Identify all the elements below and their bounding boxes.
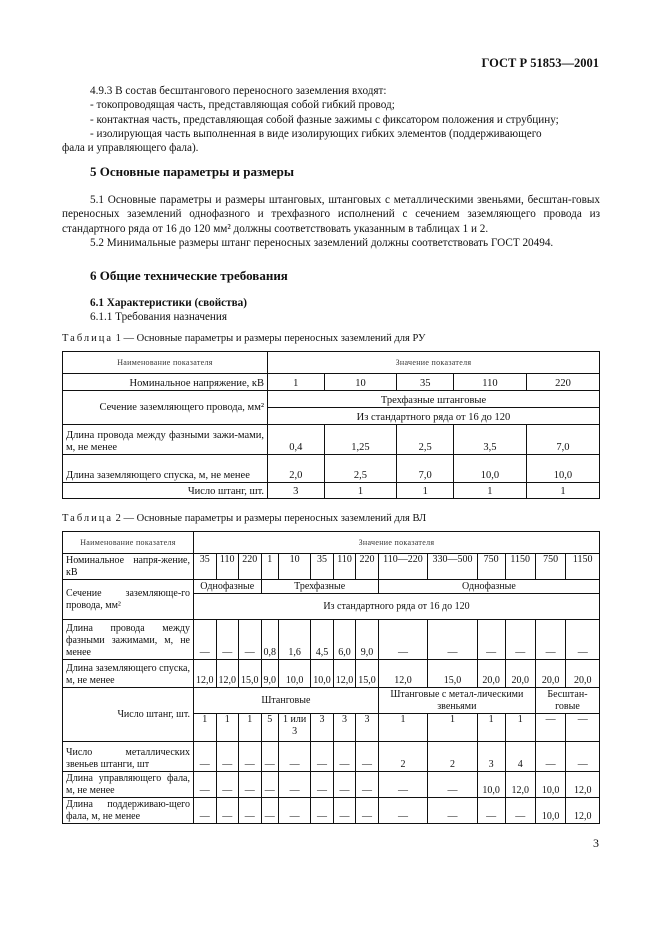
group-label: Трехфазные <box>261 580 378 594</box>
table-cell: 12,0 <box>566 772 600 798</box>
table-cell: — <box>356 772 379 798</box>
table-cell: Трехфазные штанговые <box>268 391 600 408</box>
table-cell: — <box>194 772 217 798</box>
table-cell: 1 <box>239 714 262 742</box>
caption-word: Таблица <box>62 513 114 524</box>
table-cell: 1,6 <box>279 620 311 660</box>
table-cell: 12,0 <box>505 772 535 798</box>
table-cell: 1 <box>477 714 505 742</box>
table-cell: — <box>356 798 379 824</box>
table-cell: — <box>428 772 478 798</box>
clause-5-2: 5.2 Минимальные размеры штанг переносных заземлений должны соответствовать ГОСТ 20494. <box>90 237 554 249</box>
table-cell: 750 <box>535 554 566 580</box>
table-1-caption <box>62 333 425 344</box>
table-1-header-name: Наименование показателя <box>63 352 268 374</box>
table-cell: 1 <box>268 374 325 391</box>
table-cell: 220 <box>356 554 379 580</box>
table-cell: — <box>378 772 427 798</box>
table-cell: 15,0 <box>239 660 262 688</box>
subsection-6-1: 6.1 Характеристики (свойства) <box>90 297 247 309</box>
table-cell: 10,0 <box>535 798 566 824</box>
table-cell: 330—500 <box>428 554 478 580</box>
table-cell: 1 <box>216 714 239 742</box>
section-5-title: 5 Основные параметры и размеры <box>90 164 295 179</box>
table-cell: — <box>566 620 600 660</box>
table-cell: 20,0 <box>566 660 600 688</box>
table-cell: 0,4 <box>268 425 325 455</box>
table-cell: 7,0 <box>397 455 454 483</box>
table-cell: 10,0 <box>535 772 566 798</box>
row-label: Число металлических звеньев штанги, шт <box>63 742 194 772</box>
table-cell: — <box>535 742 566 772</box>
caption-text: 2 — Основные параметры и размеры переносных заземлений для ВЛ <box>115 513 427 524</box>
table-cell: — <box>279 798 311 824</box>
table-cell: — <box>333 772 356 798</box>
table-cell: 3 <box>268 483 325 499</box>
table-cell: 12,0 <box>566 798 600 824</box>
table-cell: — <box>566 742 600 772</box>
table-cell: 2 <box>378 742 427 772</box>
table-cell: — <box>261 798 279 824</box>
table-cell: — <box>239 772 262 798</box>
row-label: Сечение заземляюще-го провода, мм² <box>63 580 194 620</box>
table-cell: 1 <box>261 554 279 580</box>
table-cell: 2,5 <box>397 425 454 455</box>
table-2-header-name: Наименование показателя <box>63 532 194 554</box>
caption-word: Таблица <box>62 333 114 344</box>
table-cell: — <box>311 798 334 824</box>
table-cell: 7,0 <box>526 425 599 455</box>
section-6-title: 6 Общие технические требования <box>90 268 288 283</box>
table-cell: 1 <box>428 714 478 742</box>
table-cell: — <box>428 620 478 660</box>
group-label: Однофазные <box>378 580 599 594</box>
table-cell: — <box>535 714 566 742</box>
table-cell: — <box>311 772 334 798</box>
list-item-cont: фала и управляющего фала). <box>62 142 199 155</box>
row-label: Номинальное напряжение, кВ <box>63 374 268 391</box>
row-label: Сечение заземляющего провода, мм² <box>63 391 268 425</box>
table-cell: 10,0 <box>453 455 526 483</box>
table-cell: 2 <box>428 742 478 772</box>
table-cell: 12,0 <box>333 660 356 688</box>
row-label: Длина заземляющего спуска, м, не менее <box>63 660 194 688</box>
table-cell: Из стандартного ряда от 16 до 120 <box>268 408 600 425</box>
table-cell: — <box>239 798 262 824</box>
table-2-caption <box>62 513 426 524</box>
table-cell: 1150 <box>566 554 600 580</box>
table-cell: 3,5 <box>453 425 526 455</box>
row-label: Число штанг, шт. <box>63 483 268 499</box>
table-cell: 110—220 <box>378 554 427 580</box>
table-cell: — <box>356 742 379 772</box>
table-cell: 1 <box>526 483 599 499</box>
table-cell: 10 <box>324 374 397 391</box>
page-number: 3 <box>593 836 599 850</box>
list-item: - изолирующая часть выполненная в виде изолирующих гибких элементов (поддерживающего <box>90 127 542 140</box>
table-cell: 3 <box>311 714 334 742</box>
table-cell: — <box>239 742 262 772</box>
table-cell: — <box>279 772 311 798</box>
table-cell: — <box>216 620 239 660</box>
table-cell: — <box>279 742 311 772</box>
table-cell: 3 <box>333 714 356 742</box>
table-cell: 12,0 <box>216 660 239 688</box>
group-label: Однофазные <box>194 580 262 594</box>
group-label: Штанговые с метал-лическими звеньями <box>378 688 535 714</box>
table-cell: 2,5 <box>324 455 397 483</box>
table-cell: 4,5 <box>311 620 334 660</box>
row-label: Длина управляющего фала, м, не менее <box>63 772 194 798</box>
table-cell: 20,0 <box>535 660 566 688</box>
table-cell: 9,0 <box>356 620 379 660</box>
table-cell: 220 <box>239 554 262 580</box>
table-cell: 2,0 <box>268 455 325 483</box>
table-cell: 35 <box>397 374 454 391</box>
table-cell: 20,0 <box>505 660 535 688</box>
table-cell: — <box>566 714 600 742</box>
table-cell: 10,0 <box>311 660 334 688</box>
clause-4-9-3: 4.9.3 В состав бесштангового переносного заземления входят: <box>90 85 387 97</box>
table-cell: 1150 <box>505 554 535 580</box>
table-cell: 10 <box>279 554 311 580</box>
table-cell: 3 <box>477 742 505 772</box>
table-cell: — <box>216 742 239 772</box>
table-cell: — <box>194 798 217 824</box>
table-cell: 12,0 <box>194 660 217 688</box>
table-cell: 220 <box>526 374 599 391</box>
caption-text: 1 — Основные параметры и размеры переносных заземлений для РУ <box>115 333 426 344</box>
table-1-header-value: Значение показателя <box>268 352 600 374</box>
table-cell: 20,0 <box>477 660 505 688</box>
table-cell: — <box>333 742 356 772</box>
table-cell: 10,0 <box>526 455 599 483</box>
table-cell: 6,0 <box>333 620 356 660</box>
table-cell: — <box>505 620 535 660</box>
table-cell: — <box>333 798 356 824</box>
table-2-header-value: Значение показателя <box>194 532 600 554</box>
table-cell: 1 <box>378 714 427 742</box>
table-cell: 3 <box>356 714 379 742</box>
table-cell: — <box>194 742 217 772</box>
table-cell: — <box>194 620 217 660</box>
clause-5-1: 5.1 Основные параметры и размеры штанговых, штанговых с металлическими звеньями, бесштан-говых переносных заземлений однофазного и трехфазного исполнений с сечением заземляющего провода из стандартного ряда от 16 до 120 мм² должны соответствовать указанным в таблицах 1 и 2. <box>62 194 600 235</box>
table-2 <box>62 531 600 824</box>
list-item: - токопроводящая часть, представляющая собой гибкий провод; <box>90 99 395 112</box>
table-cell: — <box>535 620 566 660</box>
table-cell: — <box>505 798 535 824</box>
table-cell: — <box>477 798 505 824</box>
row-label: Длина провода между фазными зажимами, м, не менее <box>63 620 194 660</box>
table-cell: 110 <box>453 374 526 391</box>
table-cell: 35 <box>311 554 334 580</box>
table-cell: 10,0 <box>477 772 505 798</box>
row-label: Номинальное напря-жение, кВ <box>63 554 194 580</box>
table-cell: — <box>378 798 427 824</box>
table-cell: — <box>216 798 239 824</box>
row-label: Длина провода между фазными зажи-мами, м, не менее <box>63 425 268 455</box>
table-cell: 12,0 <box>378 660 427 688</box>
table-cell: 1 <box>453 483 526 499</box>
table-cell: — <box>311 742 334 772</box>
table-cell: 1 <box>194 714 217 742</box>
table-cell: 15,0 <box>356 660 379 688</box>
group-label: Бесштан-говые <box>535 688 599 714</box>
table-cell: — <box>216 772 239 798</box>
table-cell: 10,0 <box>279 660 311 688</box>
table-cell: 110 <box>333 554 356 580</box>
table-cell: 15,0 <box>428 660 478 688</box>
table-cell: 0,8 <box>261 620 279 660</box>
group-label: Штанговые <box>194 688 379 714</box>
table-cell: — <box>261 772 279 798</box>
table-cell: — <box>239 620 262 660</box>
subsection-6-1-1: 6.1.1 Требования назначения <box>90 311 228 323</box>
table-cell: — <box>261 742 279 772</box>
table-cell: 1 <box>397 483 454 499</box>
table-cell: 1 <box>505 714 535 742</box>
table-cell: 1 <box>324 483 397 499</box>
row-label: Длина поддерживаю-щего фала, м, не менее <box>63 798 194 824</box>
table-cell: 4 <box>505 742 535 772</box>
document-header: ГОСТ Р 51853—2001 <box>481 56 599 70</box>
table-cell: 5 <box>261 714 279 742</box>
section-4-list <box>62 84 600 155</box>
table-cell: — <box>477 620 505 660</box>
list-item: - контактная часть, представляющая собой фазные зажимы с фиксатором положения и струбцину; <box>90 113 559 126</box>
table-cell: — <box>428 798 478 824</box>
table-cell: 1,25 <box>324 425 397 455</box>
table-1 <box>62 351 600 499</box>
table-cell: — <box>378 620 427 660</box>
table-cell: 110 <box>216 554 239 580</box>
table-cell: 750 <box>477 554 505 580</box>
row-label: Число штанг, шт. <box>63 688 194 742</box>
table-cell: 9,0 <box>261 660 279 688</box>
table-cell: Из стандартного ряда от 16 до 120 <box>194 594 600 620</box>
row-label: Длина заземляющего спуска, м, не менее <box>63 455 268 483</box>
table-cell: 35 <box>194 554 217 580</box>
table-cell: 1 или 3 <box>279 714 311 742</box>
